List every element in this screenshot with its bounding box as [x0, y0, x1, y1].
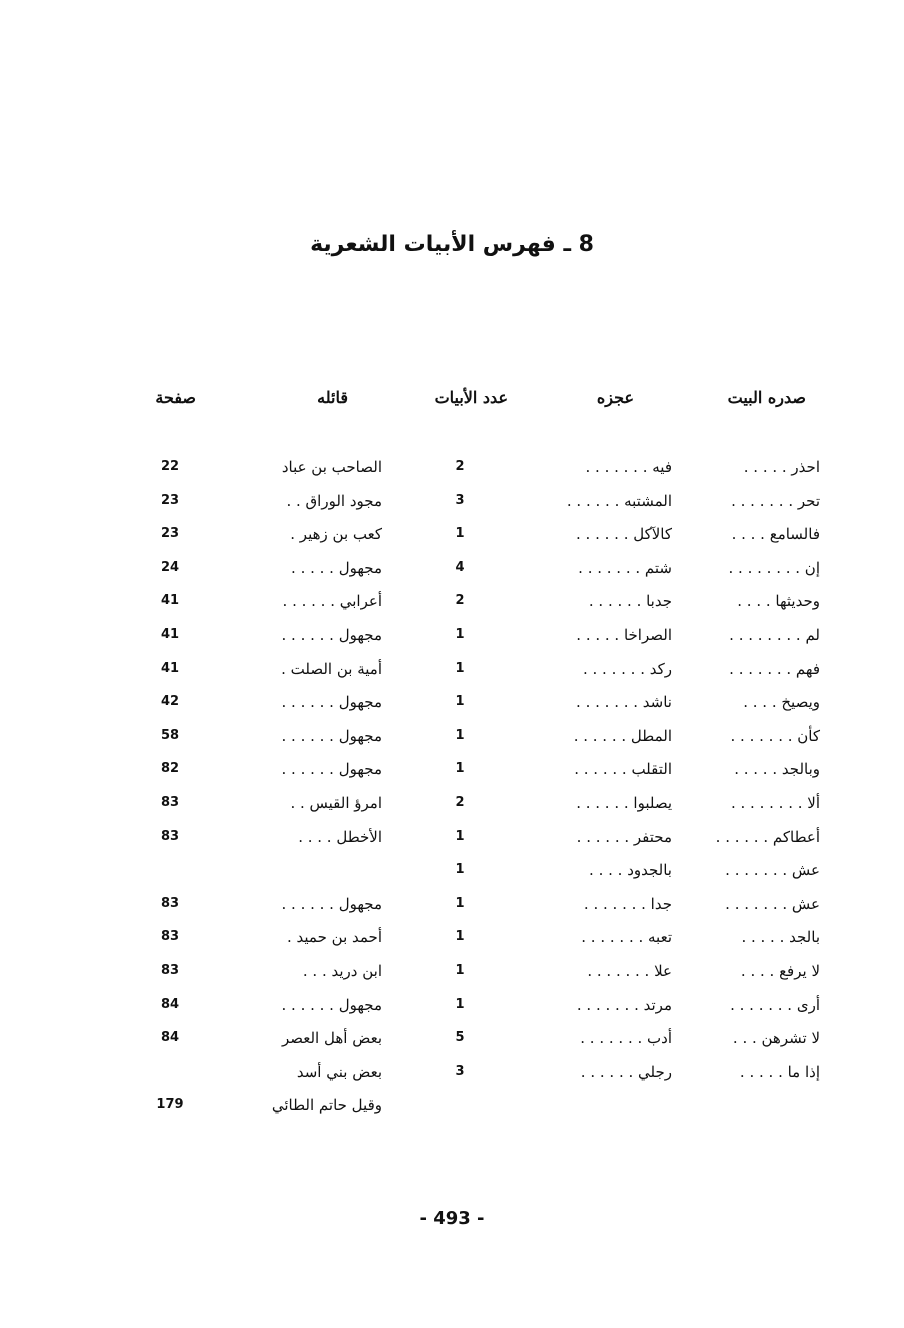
header-poet: قائله: [317, 388, 348, 407]
verse-opening: أعطاكم . . . . . .: [715, 827, 820, 846]
verse-opening: تحر . . . . . . .: [731, 491, 820, 510]
verse-ending: جدا . . . . . . .: [583, 894, 672, 913]
verse-ending: أدب . . . . . . .: [580, 1029, 672, 1048]
page-ref: 41: [160, 660, 180, 676]
verse-count: 1: [455, 526, 465, 542]
verse-count: 4: [455, 559, 465, 575]
header-sadr: صدره البيت: [727, 388, 806, 407]
verse-ending: بالجدود . . . .: [589, 861, 672, 880]
page-ref: 42: [160, 694, 180, 710]
verse-opening: فالسامع . . . .: [731, 525, 820, 544]
verse-count: 1: [455, 694, 465, 710]
poet-name: مجهول . . . . . .: [281, 693, 382, 712]
table-row: [0, 922, 904, 956]
verse-ending: جدبا . . . . . .: [588, 592, 672, 611]
verse-count: 1: [455, 761, 465, 777]
table-row: [0, 620, 904, 654]
table-row: [0, 586, 904, 620]
page-ref: 58: [160, 727, 180, 743]
poet-name: أعرابي . . . . . .: [282, 592, 382, 611]
table-row: [0, 956, 904, 990]
verse-count: 1: [455, 962, 465, 978]
poet-name: كعب بن زهير .: [290, 525, 382, 544]
verse-count: 1: [455, 626, 465, 642]
page-title: 8 ـ فهرس الأبيات الشعرية: [310, 232, 594, 257]
verse-count: 5: [455, 1030, 465, 1046]
verse-opening: وبالجد . . . . .: [734, 760, 820, 779]
poet-name: أحمد بن حميد .: [287, 928, 382, 947]
table-row: [0, 990, 904, 1024]
page-number: - 493 -: [419, 1208, 485, 1229]
poet-name: مجهول . . . . . .: [281, 726, 382, 745]
page-ref: 83: [160, 828, 180, 844]
verse-opening: ألا . . . . . . . .: [730, 793, 820, 812]
verse-ending: التقلب . . . . . .: [574, 760, 672, 779]
table-row: [0, 855, 904, 889]
verse-ending: الصراخا . . . . .: [576, 625, 672, 644]
verse-count: 2: [455, 794, 465, 810]
poet-name: ابن دريد . . .: [302, 961, 382, 980]
verse-opening: أرى . . . . . . .: [730, 995, 820, 1014]
header-page: صفحة: [155, 388, 196, 407]
table-row: [0, 788, 904, 822]
verse-ending: المشتبه . . . . . .: [566, 491, 672, 510]
verse-count: 1: [455, 660, 465, 676]
verse-opening: بالجد . . . . .: [741, 928, 820, 947]
poet-name: مجود الوراق . .: [286, 491, 382, 510]
poet-name: وقيل حاتم الطائي: [271, 1096, 382, 1115]
verse-ending: فيه . . . . . . .: [585, 458, 672, 476]
verse-index-table: [0, 452, 904, 1124]
verse-opening: احذر . . . . .: [743, 458, 820, 476]
page-ref: 84: [160, 1030, 180, 1046]
verse-ending: محتفر . . . . . .: [576, 827, 672, 846]
verse-count: 1: [455, 996, 465, 1012]
verse-ending: علا . . . . . . .: [587, 961, 672, 980]
verse-ending: شتم . . . . . . .: [578, 558, 672, 577]
poet-name: مجهول . . . . .: [291, 558, 382, 577]
poet-name: مجهول . . . . . .: [281, 760, 382, 779]
poet-name: مجهول . . . . . .: [281, 625, 382, 644]
poet-name: الأخطل . . . .: [298, 827, 382, 846]
verse-opening: إن . . . . . . . .: [728, 558, 820, 577]
table-row: [0, 519, 904, 553]
verse-ending: يصلبوا . . . . . .: [576, 793, 672, 812]
header-ajz: عجزه: [596, 388, 634, 407]
page-ref: 24: [160, 559, 180, 575]
table-row: [0, 822, 904, 856]
poet-name: مجهول . . . . . .: [281, 894, 382, 913]
table-row: [0, 486, 904, 520]
table-row: [0, 754, 904, 788]
table-row: [0, 654, 904, 688]
page-ref: 41: [160, 626, 180, 642]
verse-count: 2: [455, 459, 465, 474]
verse-opening: لا يرفع . . . .: [740, 961, 820, 980]
verse-count: 1: [455, 862, 465, 878]
table-row: [0, 1090, 904, 1124]
table-row: [0, 452, 904, 486]
page-ref: 23: [160, 492, 180, 508]
verse-count: 1: [455, 929, 465, 945]
verse-count: 1: [455, 828, 465, 844]
page-ref: 83: [160, 794, 180, 810]
table-row: [0, 553, 904, 587]
table-row: [0, 1023, 904, 1057]
poet-name: الصاحب بن عباد: [281, 458, 382, 476]
page-ref: 83: [160, 895, 180, 911]
poet-name: بعض بني أسد: [296, 1062, 382, 1081]
verse-opening: عش . . . . . . .: [725, 861, 820, 880]
table-row: [0, 889, 904, 923]
table-row: [0, 721, 904, 755]
page-ref: 84: [160, 996, 180, 1012]
verse-ending: مرتد . . . . . . .: [576, 995, 672, 1014]
poet-name: امرؤ القيس . .: [290, 793, 382, 812]
verse-ending: ركد . . . . . . .: [582, 659, 672, 678]
verse-ending: كالآكل . . . . . .: [576, 525, 672, 544]
table-row: [0, 687, 904, 721]
page-ref: 22: [160, 459, 180, 474]
verse-ending: المطل . . . . . .: [573, 726, 672, 745]
verse-opening: عش . . . . . . .: [725, 894, 820, 913]
page-ref: 23: [160, 526, 180, 542]
verse-opening: إذا ما . . . . .: [739, 1062, 820, 1081]
verse-count: 3: [455, 1063, 465, 1079]
verse-count: 1: [455, 727, 465, 743]
verse-opening: كأن . . . . . . .: [730, 726, 820, 745]
poet-name: مجهول . . . . . .: [281, 995, 382, 1014]
verse-ending: تعبه . . . . . . .: [581, 928, 672, 947]
page-ref: 41: [160, 593, 180, 609]
verse-count: 3: [455, 492, 465, 508]
verse-opening: لم . . . . . . . .: [729, 625, 820, 644]
verse-ending: رجلي . . . . . .: [580, 1062, 672, 1081]
poet-name: أمية بن الصلت .: [281, 659, 382, 678]
verse-count: 1: [455, 895, 465, 911]
poet-name: بعض أهل العصر: [281, 1029, 382, 1048]
page-ref: 179: [156, 1097, 184, 1113]
verse-count: 2: [455, 593, 465, 609]
verse-opening: وحديثها . . . .: [737, 592, 820, 611]
page-ref: 82: [160, 761, 180, 777]
header-count: عدد الأبيات: [434, 388, 508, 407]
page-ref: 83: [160, 962, 180, 978]
table-row: [0, 1057, 904, 1091]
verse-opening: لا تشرهن . . .: [732, 1029, 820, 1048]
page-ref: 83: [160, 929, 180, 945]
verse-ending: ناشد . . . . . . .: [576, 693, 672, 712]
verse-opening: ويصيخ . . . .: [743, 693, 820, 712]
verse-opening: فهم . . . . . . .: [729, 659, 820, 678]
